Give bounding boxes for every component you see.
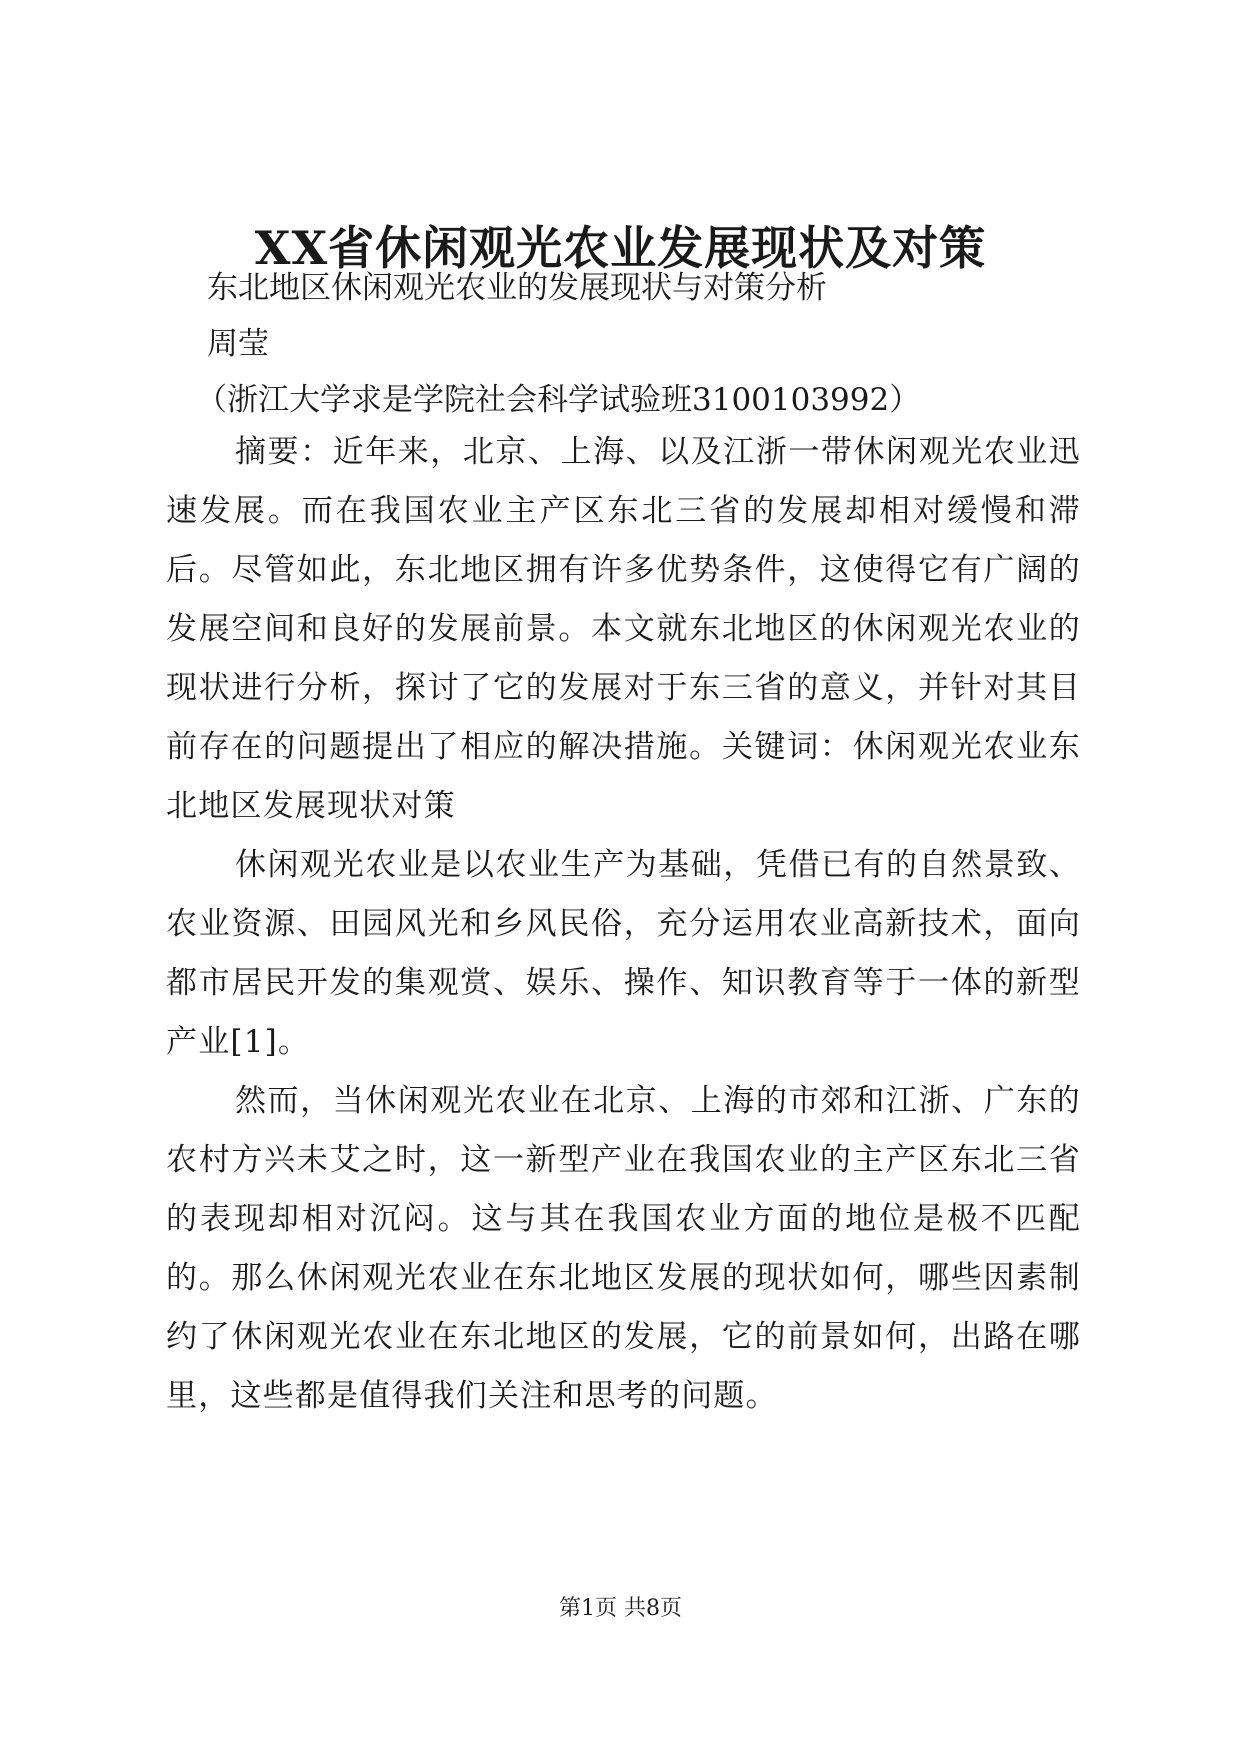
author-name: 周莹 xyxy=(207,326,269,362)
body-paragraph-1: 休闲观光农业是以农业生产为基础，凭借已有的自然景致、农业资源、田园风光和乡风民俗，充分运用农业高新技术，面向都市居民开发的集观赏、娱乐、操作、知识教育等于一体的新型产业[1]。 xyxy=(166,847,1081,1060)
author-affiliation: （浙江大学求是学院社会科学试验班3100103992） xyxy=(196,382,921,418)
document-title: XX省休闲观光农业发展现状及对策 xyxy=(254,221,987,275)
document-subtitle: 东北地区休闲观光农业的发展现状与对策分析 xyxy=(207,270,827,306)
body-paragraph-2: 然而，当休闲观光农业在北京、上海的市郊和江浙、广东的农村方兴未艾之时，这一新型产业在我国农业的主产区东北三省的表现却相对沉闷。这与其在我国农业方面的地位是极不匹配的。那么休闲观光农业在东北地区发展的现状如何，哪些因素制约了休闲观光农业在东北地区的发展，它的前景如何，出路在哪里，这些都是值得我们关注和思考的问题。 xyxy=(166,1083,1081,1414)
abstract-paragraph: 摘要：近年来，北京、上海、以及江浙一带休闲观光农业迅速发展。而在我国农业主产区东北三省的发展却相对缓慢和滞后。尽管如此，东北地区拥有许多优势条件，这使得它有广阔的发展空间和良好的发展前景。本文就东北地区的休闲观光农业的现状进行分析，探讨了它的发展对于东三省的意义，并针对其目前存在的问题提出了相应的解决措施。关键词：休闲观光农业东北地区发展现状对策 xyxy=(166,434,1081,824)
page-footer: 第1页 共8页 xyxy=(559,1596,682,1621)
